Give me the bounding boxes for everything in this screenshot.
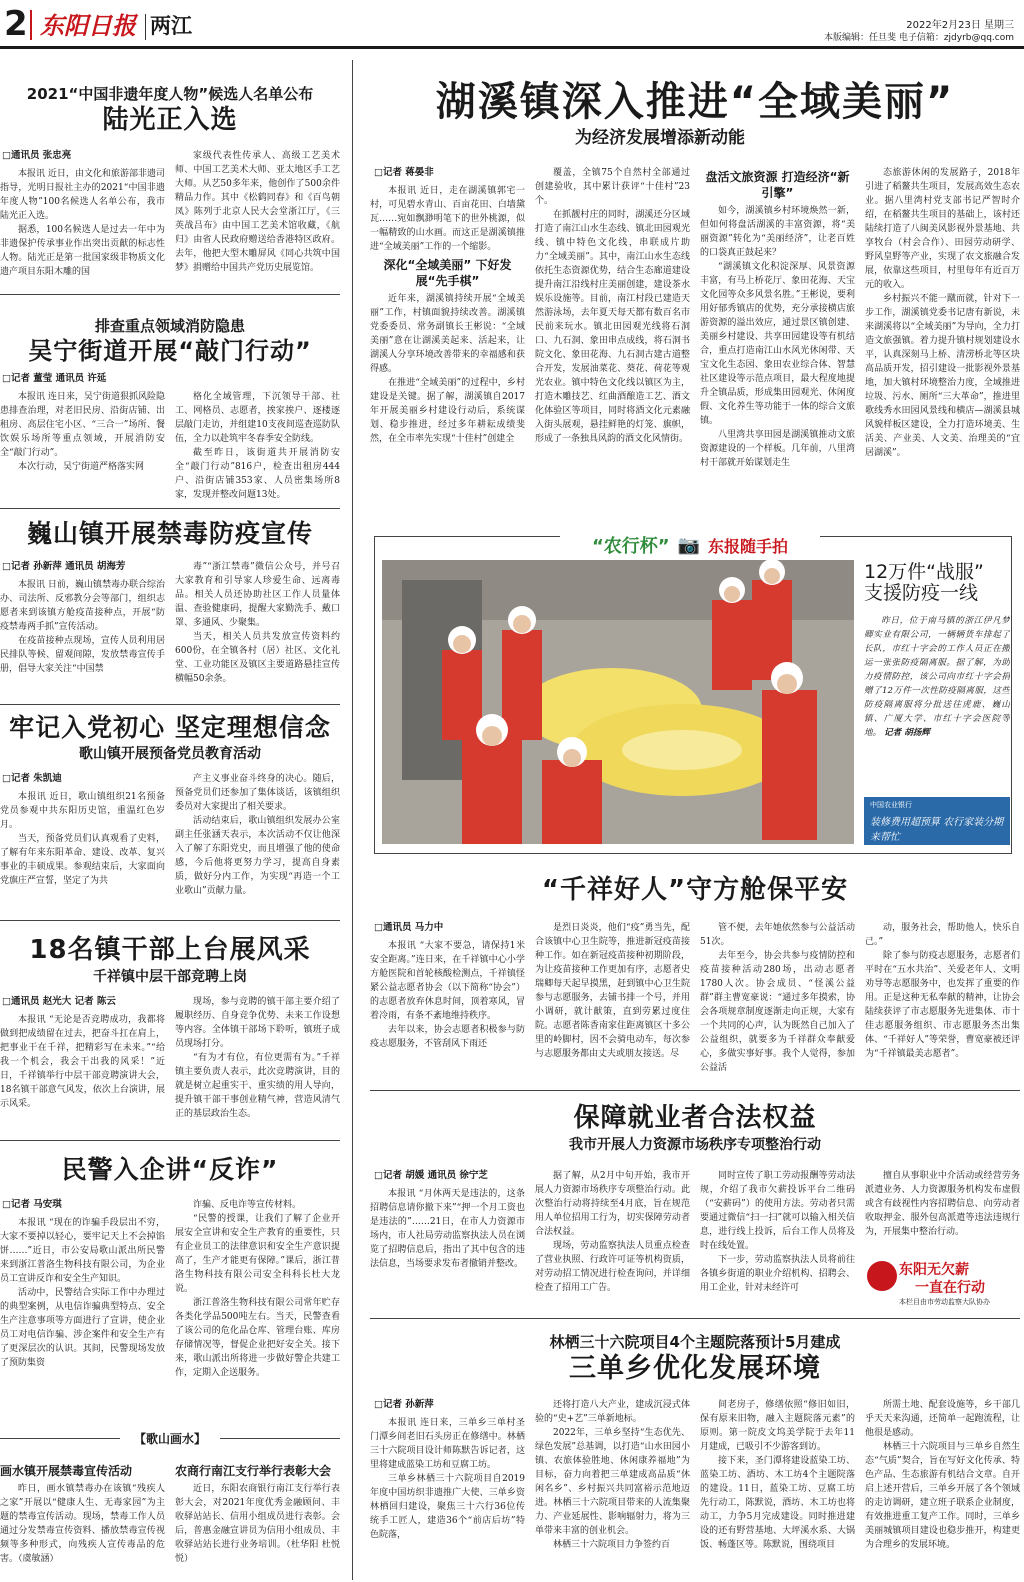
article-byline: □记者 胡媛 通讯员 徐宁芝 — [374, 1169, 488, 1181]
article-column: 本报讯 日前，巍山镇禁毒办联合综治办、司法所、反邪教分会等部门，组织志愿者来到该镇方舱疫苗接种点，开展“防疫禁毒两手抓”宣传活动。 在疫苗接种点现场，宣传人员利用居民排队等候、留观间隙，发放禁毒宣传手册，倡导大家关注“中国禁 — [0, 579, 165, 674]
article-column: 本报讯 近日，走在湖溪镇郭宅一村，可见碧水青山、百亩花田、白墙黛瓦……宛如飘渺明笔下的世外桃源，似一幅精致的山水画。而这正是湖溪镇推进“全域美丽”工作的一个缩影。 深化“全域美丽” 下好发展“先手棋” 近年来，湖溪镇持续开展“全域美丽”工作，村镇面貌持续改善。湖溪镇党委委员、常务副镇长王彬说：“全域美丽”意在让湖溪美起来、活起来，让湖溪人分享环境改善带来的幸福感和获得感。 在推进“全域美丽”的过程中，乡村建设是关键。据了解，湖溪镇自2017年开展美丽乡村建设行动后，系统谋划、稳步推进，经过多年耕耘成绩斐然，在全市率先实现“十佳村”创建全 — [370, 186, 525, 444]
divider — [0, 920, 340, 921]
article-column: 本报讯 连日来，三单乡三单村圣门潭乡间老旧石头房正在修缮中。林栖三十六院项目设计师陈默告诉记者，这里将建成蓝染工坊和豆腐工坊。 三单乡林栖三十六院项目自2019年度中国坊织非遗推广大使、三单乡资林栖回归建设，聚焦三十六行36位传统手工匠人，建造36个“前店后坊”特色院落， — [370, 1417, 525, 1540]
photo-story — [864, 562, 1010, 792]
masthead — [0, 0, 1024, 48]
photo-title: 12万件“战服” — [864, 561, 984, 583]
photo-caption: 昨日，位于南马镇的浙江伊凡梦卿实业有限公司，一辆辆货车排起了长队，市红十字会的工作人员正在搬运一张张防疫隔离服。据了解，为助力疫情防控，该公司向市红十字会捐赠了12万件一次性防疫隔离服，这些防疫隔离服将分批送往虎鹿、巍山镇、广厦大学、市红十字会医院等地。 记者 胡扬辉 — [864, 615, 1010, 738]
divider — [0, 294, 340, 295]
issue-date: 2022年2月23日 星期三 — [906, 20, 1014, 31]
volunteers-photo-illustration — [382, 560, 854, 844]
article-headline: 陆光正入选 — [102, 105, 238, 135]
divider — [370, 1318, 1020, 1319]
article-party-education — [0, 714, 340, 910]
article-column: 本报讯 “无论是否竞聘成功，我都将做到把成绩留在过去，把奋斗扛在肩上，把事业干在千祥，把精彩写在未来。”“给我一个机会，我会干出我的风采！”近日，千祥镇举行中层干部竞聘演讲大会，18名镇干部意气风发，依次上台演讲，展示风采。 — [0, 1014, 165, 1109]
gallery-text: 近日，东阳农商银行南江支行举行表彰大会，对2021年度优秀金融顾问、丰收驿站站长、信用小组成员进行表彰。会后，普惠金融宣讲员为信用小组成员、丰收驿站站长进行业务培训。（杜华阳 杜悦悦） — [175, 1484, 340, 1564]
ad-brand: 中国农业银行 — [870, 801, 912, 809]
article-subtitle: 歌山镇开展预备党员教育活动 — [79, 745, 261, 762]
article-headline: 保障就业者合法权益 — [573, 1103, 817, 1133]
article-column: 态旅游休闲的发展路子，2018年引进了稻鳌共生项目，发展高效生态农业。据八里湾村党支部书记严智时介绍，在稻鳌共生项目的基础上，该村还陆续打造了八闽美风影视外景基地、共享牧台（村会合作）、田园劳动研学、野风皇野等产业，实现了农文旅融合发展，依靠这些项目，村里每年有近百万元的收入。 乡村振兴不能一蹴而就，针对下一步工作，湖溪镇党委书记唐有新说，未来湖溪将以“全域美丽”为导向，全力打造文旅强镇。着力提升镇村规划建设水平，认真深刻马上桥、清涝桥北等区块高品质开发，招引建设一批影视外景基地，加大镇村环境整治力度，全域推进垃圾、污水、厕所“三大革命”，推进里歌线秀水田园风景线和横店—湖溪县城风貌样板区建设，全力打造环境美、生活美、产业美、人文美、治理美的“宜居湖溪”。 — [865, 168, 1020, 458]
gallery-title: 农商行南江支行举行表彰大会 — [175, 1464, 332, 1478]
article-headline: 民警入企讲“反诈” — [61, 1155, 279, 1184]
gallery-item-right — [175, 1460, 340, 1578]
logo-line: 本栏目由市劳动监察大队协办 — [899, 1298, 990, 1306]
article-column: 家级代表性传承人、高级工艺美术师、中国工艺美术大师、亚太地区手工艺大师。从艺50多年来，他创作了500余件精品力作。其中《松鹤同春》和《百鸟朝凤》陈列于北京人民大会堂浙江厅，《三英战吕布》由中国工艺美术馆收藏，《航归》由省人民政府赠送给香港特区政府。去年，他把大型木雕屏风《同心共筑中国梦》捐赠给中国共产党历史展览馆。 — [175, 150, 340, 273]
article-headline: 牢记入党初心 坚定理想信念 — [9, 713, 331, 742]
banner-right: 东报随手拍 — [708, 536, 789, 556]
article-byline: □通讯员 马力中 — [374, 921, 444, 933]
no-arrears-logo — [865, 1257, 1015, 1307]
gallery-item-left — [0, 1460, 165, 1578]
lead-subhead: 深化“全域美丽” 下好发展“先手棋” — [383, 258, 512, 288]
article-headline: 18名镇干部上台展风采 — [29, 935, 311, 965]
article-column: 动，服务社会，帮助他人，快乐自己。” 除了参与防疫志愿服务，志愿者们平时在“五水共治”、关爱老年人、文明劝导等志愿服务中，也发挥了重要的作用。正是这种无私奉献的精神，让协会陆续获评了市志愿服务先进集体、市十佳志愿服务组织、市志愿服务杰出集体、“千祥好人”等荣誉，曹宽豪被还评为“千祥镇最美志愿者”。 — [865, 922, 1020, 1059]
divider — [370, 1090, 1020, 1091]
article-huxi-beauty — [370, 80, 1020, 520]
article-sandan-township — [370, 1332, 1020, 1580]
article-anti-fraud — [0, 1156, 340, 1428]
article-column: 同时宣传了职工劳动报酬等劳动法规，介绍了我市欠薪投诉平台二维码（“安薪码”）的使用方法。劳动者只需要通过微信“扫一扫”就可以输入相关信息，进行线上投诉，后台工作人员将及时在线处置。 下一步，劳动监察执法人员将前往各镇乡街道的职业介绍机构、招聘会、用工企业，针对未经许可 — [700, 1170, 855, 1293]
article-column: 本报讯 “现在的诈骗手段层出不穷，大家不要掉以轻心，要牢记天上不会掉馅饼……”近日，市公安局歌山派出所民警来到浙江普洛生物科技有限公司，为企业员工宣讲反诈和安全生产知识。 活动中，民警结合实际工作中办理过的典型案例，从电信诈骗典型特点、安全生产注意事项等方面进行了宣讲，使企业员工对电信诈骗、涉企案件和安全生产有了更深层次的认识。其间，民警现场发放了预防集资 — [0, 1217, 165, 1368]
camera-icon: 📷 — [677, 534, 701, 556]
divider — [0, 508, 340, 509]
banner-left: “农行杯” — [591, 536, 670, 557]
article-headline: “千祥好人”守方舱保平安 — [541, 875, 849, 905]
article-kicker: 排查重点领域消防隐患 — [94, 317, 245, 335]
paper-logo: 东阳日报 — [40, 11, 136, 40]
article-column: 诈骗、反电诈等宣传材料。 “民警的授课，让我们了解了企业开展安全宣讲和安全生产教育的重要性，只有企业员工的法律意识和安全生产意识提高了，生产才能更有保障。”课后，浙江普洛生物科技有限公司安全科科长杜大龙说。 浙江普洛生物科技有限公司常年贮存各类化学品500吨左右。当天，民警查看了该公司的危化品仓库、管理台账、库房存储情况等，督促企业把好安全关。接下来，歌山派出所将进一步做好警企共建工作，定期入企送服务。 — [175, 1199, 340, 1378]
article-headline: 三单乡优化发展环境 — [569, 1353, 821, 1384]
news-photo — [382, 560, 854, 844]
article-column: 覆盖，全镇75个自然村全部通过创建验收，其中累计获评“十佳村”23个。 在抓靓村庄的同时，湖溪还分区域打造了南江山水生态线、镇北田园观光线、镇中特色文化线，串联成片助力“全域美丽”。其中，南江山水生态线依托生态资源优势，结合生态廊道建设提升南江沿线村庄美丽创建，建设茶水娱乐设施等。目前，南江村段已建造天然游泳场，去年夏天每天都有数百名市民前来玩水。镇北田园观光线将石洞口、九石洞、象田串点成线，将石洞书院文化、象田花海、九石洞古建古道整合开发，发展油菜花、葵花、荷花等观光农业。镇中特色文化线以镇区为主，打造木雕技艺、红曲酒酿造工艺、酒文化体验区等项目，同时将酒文化元素融入街头展观，悬挂鲜艳的灯笼、旗帜，形成了一条独具风韵的酒文化风情街。 — [535, 168, 690, 444]
masthead-rule — [0, 46, 1024, 49]
masthead-divider-2 — [145, 14, 146, 40]
article-byline: □记者 董莹 通讯员 许延 — [2, 373, 107, 385]
article-lu-guangzheng — [0, 84, 340, 290]
article-column: 擅自从事职业中介活动或经营劳务派遣业务、人力资源服务机构发布虚假或含有歧视性内容招聘信息、向劳动者收取押金、服外包高派遣等违法违规行为，开展集中整治行动。 — [865, 1170, 1020, 1237]
article-kicker: 2021“中国非遗年度人物”候选人名单公布 — [26, 85, 314, 103]
column-divider — [352, 60, 353, 1580]
article-column: 盘活文旅资源 打造经济“新引擎” 如今，湖溪镇乡村环境焕然一新，但如何将盘活湖溪的丰富资源，将“美丽资源”转化为“美丽经济”，让老百姓的口袋真正鼓起来？ “湖溪镇文化积淀深厚、风景资源丰富，有马上桥花厅、象田花海、天宝文化园等众多风景名胜。”王彬说，要利用好郁秀镇店的优势，充分承接横店旅游资源的溢出效应，通过景区镇创建、美丽乡村建设、共享田园建设等有机结合，重点打造南江山水风光休闲带、天宝文化生态园、象田农业综合体、智慧社区建设等示范点项目，最大程度地提升全镇品质，形成集田园观光、休闲度假、文化养生等功能于一体的综合文旅镇。 八里湾共享田园是湖溪镇推动文旅资源建设的一个样板。几年前，八里湾村干部就开始谋划走生 — [700, 170, 855, 468]
bank-advertisement — [864, 797, 1010, 845]
article-byline: □记者 孙新萍 — [374, 1398, 434, 1410]
article-column: 格化全域管理，下沉领导干部、社工、网格员、志愿者，挨家挨户、逐楼逐层敲门走访，并组建10支夜间巡查巡防队伍，全力以赴筑牢冬春季安全防线。 截至昨日，该街道共开展消防安全“敲门行动”816户，检查出租房444户、沿街店铺353家、人员密集场所8家，发现并整改问题13处。 — [175, 392, 340, 501]
lead-subtitle: 为经济发展增添新动能 — [575, 128, 745, 148]
article-byline: □记者 马安琪 — [2, 1198, 62, 1210]
photo-title: 支援防疫一线 — [864, 581, 979, 604]
article-column: 据了解，从2月中旬开始，我市开展人力资源市场秩序专项整治行动。此次整治行动将持续至4月底，旨在规范用人单位招用工行为，切实保障劳动者合法权益。 现场，劳动监察执法人员重点检查了营业执照、行政许可证等机构资质，对劳动招工情况进行检查询问，并详细检查了招用工广告。 — [535, 1170, 690, 1293]
divider — [0, 704, 340, 705]
lead-headline: 湖溪镇深入推进“全域美丽” — [435, 79, 955, 125]
gallery-label: 【歌山画水】 — [133, 1432, 206, 1446]
gallery-title: 画水镇开展禁毒宣传活动 — [0, 1464, 133, 1478]
labor-badge-icon — [867, 1261, 897, 1291]
divider — [0, 1140, 340, 1141]
article-cadre-contest — [0, 936, 340, 1132]
article-qianxiang-volunteers — [370, 876, 1020, 1086]
article-column: 本报讯 近日，歌山镇组织21名预备党员参观中共东阳历史馆，重温红色岁月。 当天，预备党员们认真观看了史料，了解有年来东阳革命、建设、改革、复兴事业的丰硕成果。参观结束后，大家面向党旗庄严宣誓，坚定了为共 — [0, 791, 165, 886]
ad-slogan: 装修费用超预算 农行家装分期来帮忙 — [870, 817, 1004, 843]
article-column: 是烈日炎炎，他们“疫”勇当先，配合该镇中心卫生院等，推进新冠疫苗接种工作。如在新冠疫苗接种初期阶段，为让疫苗接种工作更加有序，志愿者史瑞卿每天起早摸黑，赶到镇中心卫生院参与志愿服务，去铺书排一个号，并用小调研，就计献策，直到劳累过度住院。志愿者陈香南家住距离镇区十多公里的岭脚村，因不会骑电动车，每次参与志愿服务都由丈夫或朋友接送。尽 — [535, 922, 690, 1059]
page-number: 2 — [4, 4, 28, 44]
logo-line: 一直在行动 — [915, 1280, 985, 1296]
article-headline: 巍山镇开展禁毒防疫宣传 — [26, 519, 313, 548]
article-column: 本报讯 近日，由文化和旅游部非遗司指导，光明日报社主办的2021“中国非遗年度人物”100名候选人名单公布，我市陆光正入选。 据悉，100名候选人是过去一年中为非遗保护传承事业作出突出贡献的标志性人物。陆光正是第一批国家级非物质文化遗产项目东阳木雕的国 — [0, 168, 165, 277]
editor-info: 本版编辑：任旦斐 电子信箱：zjdyrb@qq.com — [823, 33, 1014, 43]
article-subtitle: 我市开展人力资源市场秩序专项整治行动 — [569, 1136, 821, 1153]
article-knock-door — [0, 316, 340, 500]
photo-banner — [560, 530, 820, 560]
article-column: 间老房子，修缮依照“修旧如旧，保有原来旧物，融入主题院落元素”的原则。第一院皮文坞美学院于去年11月建成，已吸引不少游客到访。 接下来，圣门潭将建设蓝染工坊、蓝染工坊、酒坊、木工坊4个主题院落的建设。11日，蓝染工坊、豆腐工坊先行动工，陈默说，酒坊、木工坊也将动工，力争5月完成建设。同时推进建设的还有野营基地、大坪溪水系、大锅饭、畅蓬区等。陈默说，围绕项目 — [700, 1399, 855, 1550]
article-column: 管不便，去年她依然参与公益活动51次。 去年至今，协会共参与疫情防控和疫苗接种活动280场，出动志愿者1780人次。协会成员、“怪溪公益群”群主曹宽豪说：“通过多年摸索，协会各项规章制度逐渐走向正规，大家有一个共同的心声，认为既然自己加入了公益组织，就要多为千祥群众奉献爱心，多做实事好事。我个人觉得，参加公益活 — [700, 922, 855, 1073]
article-subtitle: 千祥镇中层干部竞聘上岗 — [93, 968, 247, 985]
article-weishan-drug — [0, 520, 340, 702]
article-byline: □通讯员 赵光大 记者 陈云 — [2, 995, 116, 1007]
article-column: 本报讯 “月休两天是违法的，这条招聘信息请你撤下来”“押一个月工资也是违法的”……21日，在市人力资源市场内，市人社局劳动监察执法人员在浏览了招聘信息后，指出了其中包含的违法信息，当场要求发布者撤销并整改。 — [370, 1188, 525, 1269]
masthead-divider — [30, 10, 32, 40]
article-column: 本报讯 “大家不要急，请保持1米安全距离。”连日来，在千祥镇中心小学方舱医院和首轮核酸检测点，千祥镇怪紧公益志愿者协会（以下简称“协会”）的志愿者放弃休息时间，顶着寒风，冒着冷雨，有条不紊地维持秩序。 去年以来，协会志愿者积极参与防疫志愿服务，不管刮风下雨还 — [370, 940, 525, 1049]
article-column: 本报讯 连日来，吴宁街道狠抓风险隐患排查治理，对老旧民房、沿街店铺、出租房、高层住宅小区、“三合一”场所、餐饮娱乐场所等重点领域，开展消防安全“敲门行动”。 本次行动，吴宁街道严格落实网 — [0, 392, 165, 473]
lead-subhead: 盘活文旅资源 打造经济“新引擎” — [705, 170, 850, 200]
article-column: 所需土地、配套设施等，乡干部几乎天天来沟通，还简单一起跑流程，让他很是感动。 林栖三十六院项目与三单乡自然生态“气质”契合，旨在写好文化传承、特色产品、生态旅游有机结合文章。自开启上述开营后，三单乡开展了各个领域的走访调研，建立班子联系企业制度，有效推进重工复产工作。同时，三单乡美丽城镇项目建设也稳步推开，构建更为合理乡的发展环境。 — [865, 1399, 1020, 1550]
article-kicker: 林栖三十六院项目4个主题院落预计5月建成 — [549, 1333, 841, 1351]
article-column: 毒”“浙江禁毒”微信公众号，并号召大家教育和引导家人珍爱生命、远离毒品。相关人员还协助社区工作人员量体温、查验健康码，提醒大家勤洗手、戴口罩、多通风、少聚集。 当天，相关人员共发放宣传资料约600份，在全镇各村（居）社区、文化礼堂、工业功能区及镇区主要道路悬挂宣传横幅50余条。 — [175, 561, 340, 684]
article-column: 还将打造八大产业，建成沉浸式体验的“史+艺”三单新地标。 2022年，三单乡坚持“生态优先、绿色发展”总基调，以打造“山水田园小镇、农旅体验胜地、休闲康养福地”为目标，奋力向着把三单建成高品质“休闲名乡”、乡村振兴共同富裕示范地迈进。林栖三十六院项目带来的人流集聚力、产业延展性、影响辐射力，将为三单带来丰富的创业机会。 林栖三十六院项目力争签约百 — [535, 1399, 690, 1550]
article-byline: □记者 孙新萍 通讯员 胡海芳 — [2, 560, 126, 572]
article-column: 产主义事业奋斗终身的决心。随后，预备党员们还参加了集体谈话，该镇组织委员对大家提出了相关要求。 活动结束后，歌山镇组织发展办公室副主任张涵天表示，本次活动不仅让他深入了解了东阳党史，而且增强了他的使命感，今后他将更努力学习，提高自身素质，做好分内工作，为实现“再造一个工业歌山”贡献力量。 — [175, 773, 340, 896]
gallery-text: 昨日，画水镇禁毒办在该镇“残疾人之家”开展以“健康人生、无毒家园”为主题的禁毒宣传活动。现场，禁毒工作人员通过分发禁毒宣传资料、播放禁毒宣传视频等多种形式，向残疾人宣传毒品的危害。（虞敏涵） — [0, 1484, 165, 1564]
section-name: 两江 — [150, 14, 192, 38]
article-headline: 吴宁街道开展“敲门行动” — [28, 337, 312, 365]
logo-line: 东阳无欠薪 — [899, 1262, 969, 1278]
article-column: 现场，参与竞聘的镇干部主要介绍了履职经历、自身竞争优势、未来工作设想等内容。全体镇干部场下聆听，镇班子成员现场打分。 “有为才有位，有位更需有为。”千祥镇主要负责人表示，此次竞聘演讲，目的就是树立起重实干、重实绩的用人导向，提升镇干部干事创业精气神，营造风清气正的基层政治生态。 — [175, 996, 340, 1119]
article-byline: □记者 朱凯迪 — [2, 772, 62, 784]
article-byline: □通讯员 张忠亮 — [2, 149, 72, 161]
article-byline: □记者 蒋晏非 — [374, 167, 434, 178]
